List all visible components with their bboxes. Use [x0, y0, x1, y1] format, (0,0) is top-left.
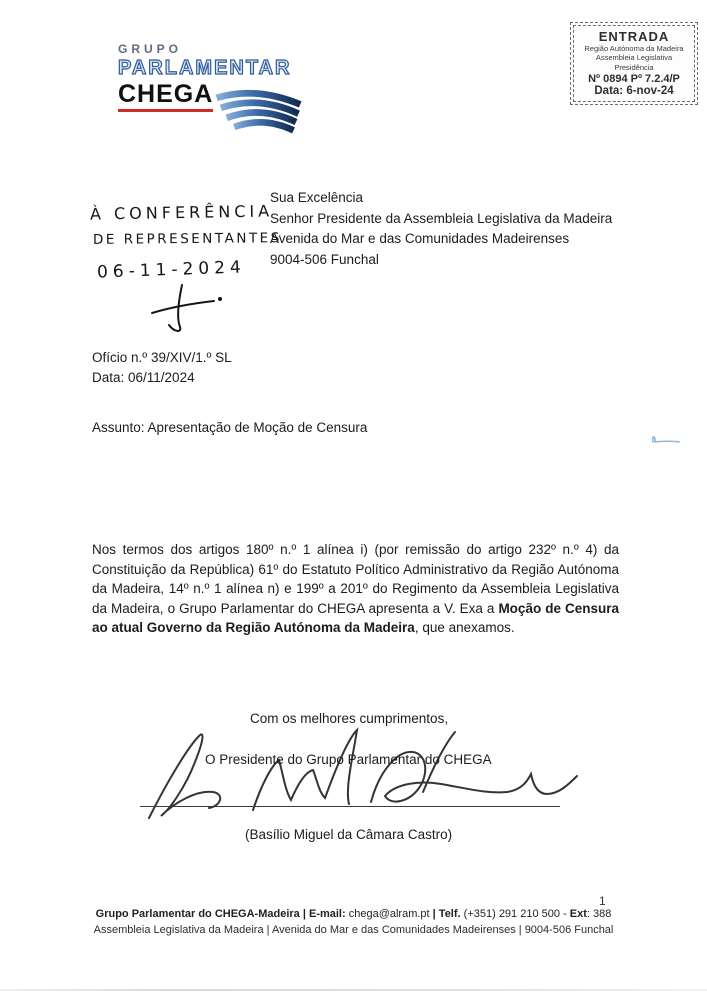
recipient-line-postal: 9004-506 Funchal — [270, 251, 379, 267]
logo-red-underline — [118, 109, 213, 112]
entry-stamp — [570, 22, 698, 105]
letter-footer — [0, 908, 707, 936]
letter-date: Data: 06/11/2024 — [92, 370, 195, 385]
recipient-address-block — [270, 188, 612, 270]
footer-ext-label: Ext — [569, 908, 587, 920]
stamp-assembly-line: Assembleia Legislativa — [595, 53, 673, 63]
recipient-line-street: Avenida do Mar e das Comunidades Madeirenses — [270, 231, 570, 246]
recipient-line-excellency: Sua Excelência — [270, 190, 364, 205]
signature-line — [140, 806, 560, 807]
subject-line: Assunto: Apresentação de Moção de Censura — [92, 420, 368, 435]
footer-group-label: Grupo Parlamentar do CHEGA-Madeira | E-mail: — [95, 908, 349, 920]
body-text-regular: Nos termos dos artigos 180º n.º 1 alínea i) (por remissão do artigo 232º n.º 4) da Constituição da República) 61º do Estatuto Político Administrativo da Região Autónoma da Madeira, 14º n.º 1 alínea n) e 199º a 201º do Regimento da Assembleia Legislativa da Madeira, o Grupo Parlamentar do CHEGA apresenta a V. Exa a — [92, 542, 619, 616]
stamp-entry-number: Nº 0894 Pº 7.2.4/P — [588, 73, 680, 86]
logo-chega-text: CHEGA — [118, 80, 214, 108]
recipient-line-president: Senhor Presidente da Assembleia Legislativa da Madeira — [270, 210, 613, 226]
stamp-presidency-line: Presidência — [614, 62, 654, 72]
reference-block — [92, 348, 232, 388]
handwritten-representatives-line: DE REPRESENTANTES — [92, 230, 282, 248]
oficio-number: Ofício n.º 39/XIV/1.º SL — [92, 350, 232, 365]
body-text-closing: , que anexamos. — [414, 620, 515, 635]
footer-contact-line — [0, 908, 707, 920]
handwritten-rubric-mark — [148, 283, 226, 335]
signer-name: (Basílio Miguel da Câmara Castro) — [245, 827, 453, 842]
stamp-entry-date: Data: 6-nov-24 — [594, 85, 674, 98]
logo-parlamentar-text: PARLAMENTAR — [118, 57, 292, 79]
body-text-bold-motion: Moção de Censura ao atual Governo da Região Autónoma da Madeira — [92, 600, 620, 635]
footer-email-value: chega@alram.pt — [348, 908, 433, 920]
scan-artifact-line — [0, 989, 707, 991]
logo-grupo-text: GRUPO — [118, 42, 183, 56]
chega-wave-icon — [215, 86, 303, 138]
footer-phone-label: | Telf. — [432, 908, 464, 920]
stamp-region-line: Região Autónoma da Madeira — [584, 44, 684, 53]
footer-address-line: Assembleia Legislativa da Madeira | Avenida do Mar e das Comunidades Madeirenses | 9004-506 Funchal — [93, 924, 614, 936]
page-number: 1 — [599, 894, 606, 908]
signer-title: O Presidente do Grupo Parlamentar do CHEGA — [205, 752, 492, 767]
footer-phone-value: (+351) 291 210 500 - — [463, 908, 570, 920]
body-paragraph — [92, 540, 619, 638]
footer-ext-value: : 388 — [586, 908, 612, 920]
chega-parliamentary-group-logo — [118, 42, 303, 138]
handwritten-conference-line: À CONFERÊNCIA — [89, 201, 274, 224]
handwritten-date: 06-11-2024 — [96, 257, 247, 283]
stamp-title: ENTRADA — [598, 29, 670, 44]
signature-scribble — [135, 726, 580, 826]
closing-salutation: Com os melhores cumprimentos, — [250, 711, 449, 726]
blue-pen-mark-icon — [648, 432, 682, 446]
